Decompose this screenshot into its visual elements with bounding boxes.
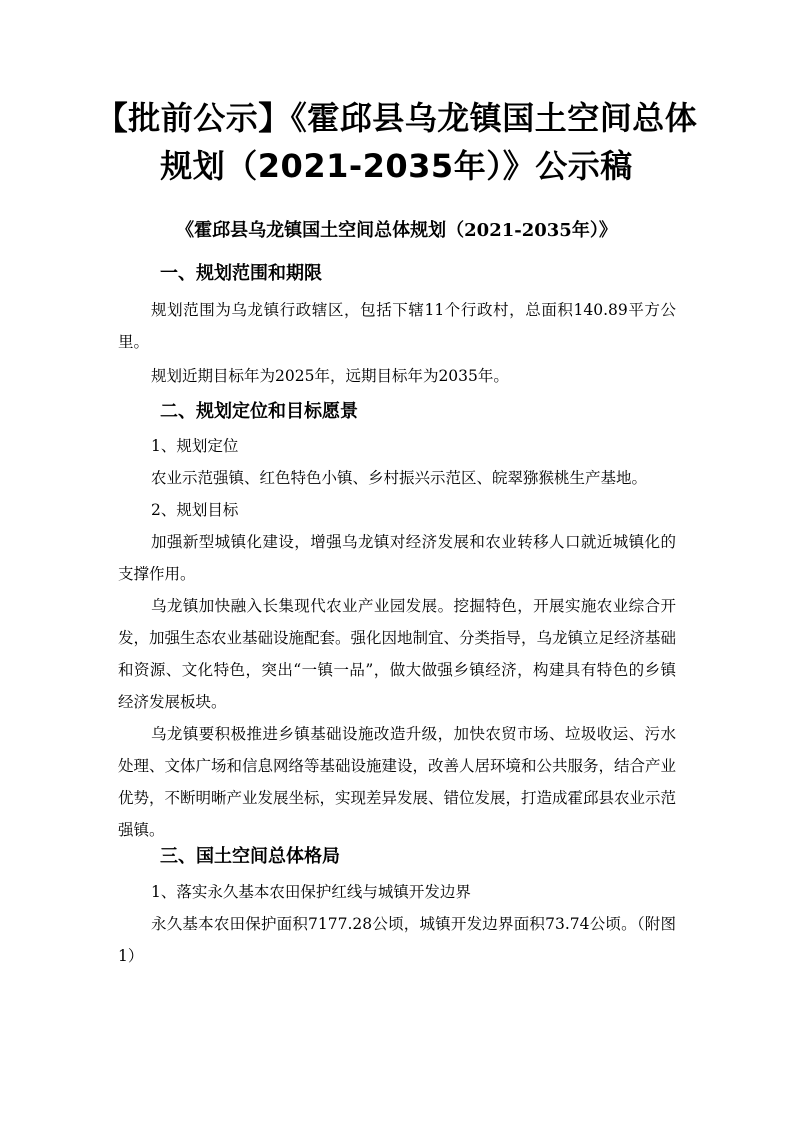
paragraph-urbanization: 加强新型城镇化建设，增强乌龙镇对经济发展和农业转移人口就近城镇化的支撑作用。	[118, 533, 676, 583]
subheading-red-line: 1、落实永久基本农田保护红线与城镇开发边界	[151, 883, 471, 901]
paragraph-infrastructure: 乌龙镇要积极推进乡镇基础设施改造升级，加快农贸市场、垃圾收运、污水处理、文体广场和信息网络等基础设施建设，改善人居环境和公共服务，结合产业优势，不断明晰产业发展坐标，实现差异发展、错位发展，打造成霍邱县农业示范强镇。	[118, 725, 677, 839]
paragraph-positioning: 农业示范强镇、红色特色小镇、乡村振兴示范区、皖翠猕猴桃生产基地。	[151, 469, 648, 487]
paragraph-target-years: 规划近期目标年为2025年，远期目标年为2035年。	[151, 367, 509, 385]
title-line-1: 【批前公示】《霍邱县乌龙镇国土空间总体	[95, 99, 698, 137]
paragraph-agriculture-park: 乌龙镇加快融入长集现代农业产业园发展。挖掘特色，开展实施农业综合开发，加强生态农业基础设施配套。强化因地制宜、分类指导，乌龙镇立足经济基础和资源、文化特色，突出“一镇一品”，做大做强乡镇经济，构建具有特色的乡镇经济发展板块。	[118, 597, 677, 711]
document-title	[60, 94, 733, 190]
section-heading-spatial-pattern: 三、国土空间总体格局	[160, 846, 340, 867]
title-line-2: 规划（2021-2035年）》公示稿	[160, 147, 633, 185]
subheading-goals: 2、规划目标	[151, 501, 239, 519]
paragraph-farmland-area: 永久基本农田保护面积7177.28公顷，城镇开发边界面积73.74公顷。（附图1）	[118, 915, 676, 965]
section-heading-scope: 一、规划范围和期限	[160, 263, 322, 284]
section-heading-positioning: 二、规划定位和目标愿景	[160, 401, 358, 422]
subheading-positioning: 1、规划定位	[151, 437, 239, 455]
paragraph-scope-area: 规划范围为乌龙镇行政辖区，包括下辖11个行政村，总面积140.89平方公里。	[118, 301, 676, 351]
document-subtitle: 《霍邱县乌龙镇国土空间总体规划（2021-2035年）》	[176, 220, 617, 241]
